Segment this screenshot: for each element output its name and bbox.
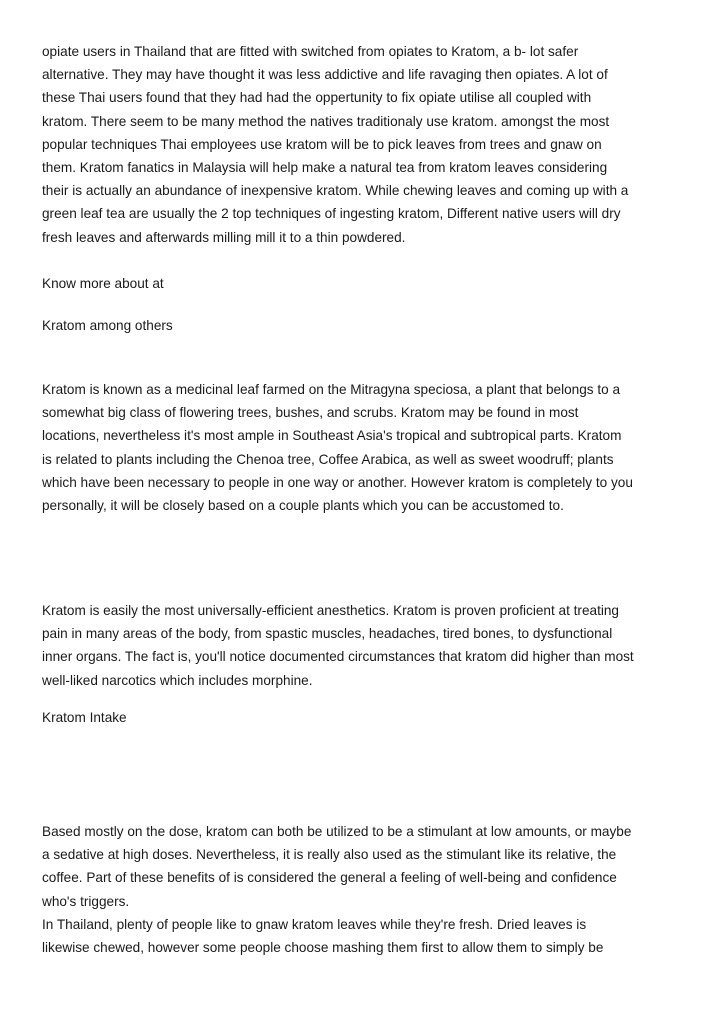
- heading-kratom-intake: [42, 706, 702, 729]
- text-line: a sedative at high doses. Nevertheless, it is really also used as the stimulant like its relative, the: [42, 847, 617, 863]
- text-line: Kratom is easily the most universally-efficient anesthetics. Kratom is proven proficient at treating: [42, 603, 619, 618]
- text-line: Kratom Intake: [42, 710, 127, 725]
- text-line: their is actually an abundance of inexpensive kratom. While chewing leaves and coming up with a: [42, 183, 629, 199]
- text-line: Know more about at: [42, 276, 164, 291]
- text-line: well-liked narcotics which includes morphine.: [42, 672, 313, 688]
- paragraph-know-more: [42, 272, 702, 295]
- text-line: locations, nevertheless it's most ample in Southeast Asia's tropical and subtropical parts. Kratom: [42, 428, 622, 444]
- text-line: inner organs. The fact is, you'll notice documented circumstances that kratom did higher than most: [42, 649, 634, 665]
- paragraph-dose: [42, 820, 702, 959]
- text-line: alternative. They may have thought it was less addictive and life ravaging then opiates. A lot of: [42, 67, 608, 83]
- paragraph-opiate-users: [42, 40, 702, 249]
- paragraph-medicinal-leaf: [42, 378, 702, 517]
- text-line: likewise chewed, however some people choose mashing them first to allow them to simply be: [42, 939, 604, 955]
- text-line: fresh leaves and afterwards milling mill it to a thin powdered.: [42, 229, 406, 245]
- text-line: somewhat big class of flowering trees, bushes, and scrubs. Kratom may be found in most: [42, 405, 579, 421]
- text-line: popular techniques Thai employees use kratom will be to pick leaves from trees and gnaw on: [42, 136, 602, 152]
- text-line: these Thai users found that they had had the oppertunity to fix opiate utilise all coupled with: [42, 90, 592, 106]
- text-line: green leaf tea are usually the 2 top techniques of ingesting kratom, Different native users will dry: [42, 206, 621, 222]
- text-line: coffee. Part of these benefits of is considered the general a feeling of well-being and confidence: [42, 870, 617, 886]
- text-line: pain in many areas of the body, from spastic muscles, headaches, tired bones, to dysfunctional: [42, 626, 613, 642]
- heading-kratom-among-others: [42, 314, 702, 337]
- text-line: Kratom among others: [42, 318, 173, 333]
- text-line: Based mostly on the dose, kratom can both be utilized to be a stimulant at low amounts, or maybe: [42, 824, 632, 839]
- text-line: In Thailand, plenty of people like to gnaw kratom leaves while they're fresh. Dried leaves is: [42, 916, 587, 932]
- text-line: is related to plants including the Chenoa tree, Coffee Arabica, as well as sweet woodruff; plants: [42, 451, 614, 467]
- paragraph-anesthetics: [42, 599, 702, 692]
- text-line: who's triggers.: [42, 893, 130, 909]
- text-line: which have been necessary to people in one way or another. However kratom is completely to you: [42, 474, 633, 490]
- text-line: them. Kratom fanatics in Malaysia will help make a natural tea from kratom leaves considering: [42, 159, 608, 175]
- text-line: opiate users in Thailand that are fitted with switched from opiates to Kratom, a b- lot safer: [42, 44, 579, 59]
- text-line: kratom. There seem to be many method the natives traditionaly use kratom. amongst the most: [42, 113, 610, 129]
- text-line: personally, it will be closely based on a couple plants which you can be accustomed to.: [42, 497, 564, 513]
- text-line: Kratom is known as a medicinal leaf farmed on the Mitragyna speciosa, a plant that belongs to a: [42, 382, 621, 397]
